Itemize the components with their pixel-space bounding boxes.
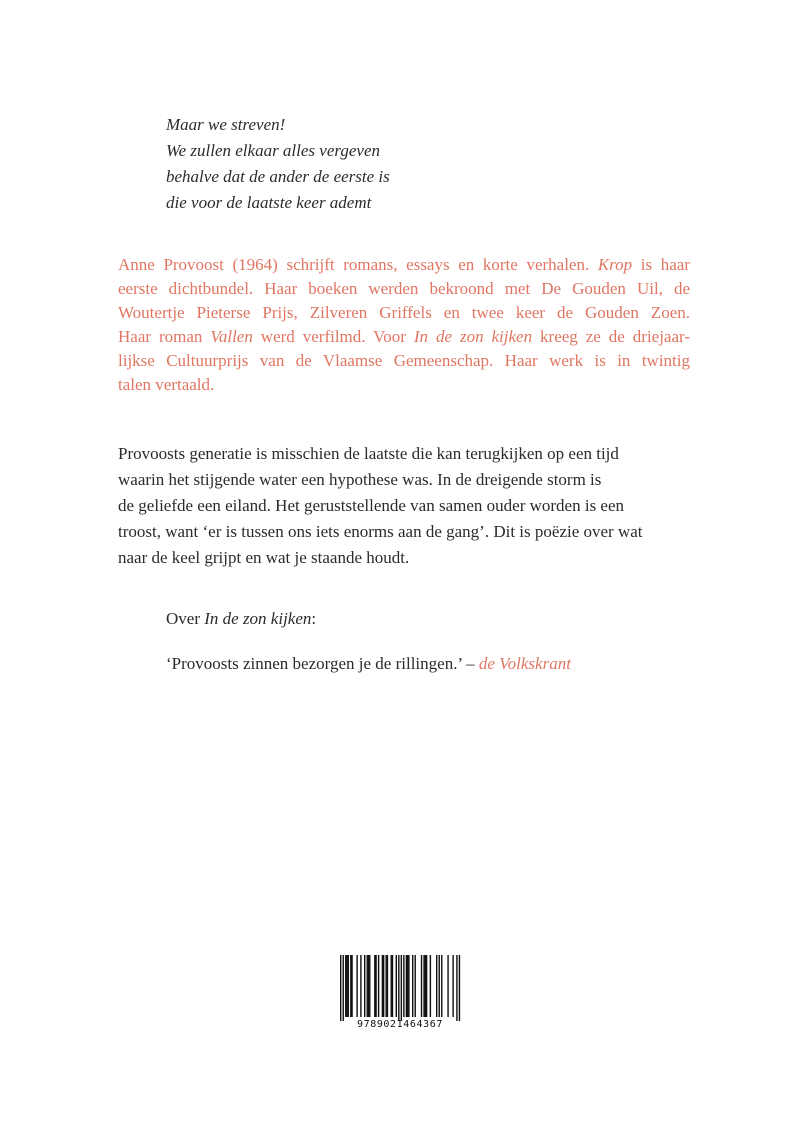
blurb-line: Provoosts generatie is misschien de laatste die kan terugkijken op een tijd	[118, 444, 619, 463]
barcode-bar	[364, 955, 365, 1017]
barcode-bar	[391, 955, 392, 1017]
poem-line: We zullen elkaar alles vergeven	[166, 141, 381, 160]
barcode-bar	[452, 955, 453, 1017]
author-bio	[118, 253, 690, 397]
quote-intro-text: Over	[166, 609, 205, 628]
press-quote-text: ‘Provoosts zinnen bezorgen je de rillingen.’ –	[166, 654, 479, 673]
barcode-bar	[385, 955, 386, 1017]
quote-intro-book-title: In de zon kijken	[204, 609, 312, 628]
barcode-bar	[383, 955, 384, 1017]
press-quote	[166, 651, 571, 677]
barcode-bar	[356, 955, 357, 1017]
barcode-bar	[351, 955, 352, 1017]
bio-text: Haar roman	[118, 327, 211, 346]
barcode-bar	[350, 955, 351, 1017]
barcode-bar	[398, 955, 399, 1021]
blurb-line: troost, want ‘er is tussen ons iets enorms aan de gang’. Dit is poëzie over wat	[118, 522, 643, 541]
bio-text: werd verfilmd. Voor	[252, 327, 414, 346]
book-blurb	[118, 441, 690, 571]
blurb-line: naar de keel grijpt en wat je staande houdt.	[118, 548, 410, 567]
blurb-line: waarin het stijgende water een hypothese was. In de dreigende storm is	[118, 470, 602, 489]
barcode-bar	[375, 955, 376, 1017]
isbn-digits: 9789021464367	[356, 1019, 444, 1030]
barcode-bar	[378, 955, 379, 1017]
barcode-bar	[343, 955, 344, 1021]
barcode-bar	[360, 955, 361, 1017]
barcode-bar	[423, 955, 424, 1017]
bio-line: eerste dichtbundel. Haar boeken werden bekroond met De Gouden Uil, de	[118, 279, 690, 298]
barcode-bar	[340, 955, 341, 1021]
barcode-bar	[456, 955, 457, 1021]
poem-excerpt	[166, 112, 686, 216]
barcode-bar	[345, 955, 346, 1017]
barcode-bar	[408, 955, 409, 1017]
barcode-bar	[421, 955, 422, 1017]
barcode-bar	[425, 955, 426, 1017]
barcode-bar	[415, 955, 416, 1017]
poem-line: Maar we streven!	[166, 115, 286, 134]
barcode-bar	[396, 955, 397, 1017]
bio-line: Woutertje Pieterse Prijs, Zilveren Griffels en twee keer de Gouden Zoen.	[118, 303, 690, 322]
barcode-bar	[387, 955, 388, 1017]
bio-line	[118, 325, 690, 349]
barcode-bar	[406, 955, 407, 1017]
bio-book-title: Krop	[597, 255, 633, 274]
barcode-bar	[403, 955, 404, 1017]
poem-line: behalve dat de ander de eerste is	[166, 167, 390, 186]
barcode-bar	[436, 955, 437, 1017]
barcode-bars	[338, 955, 462, 1021]
bio-text: kreeg ze de driejaar-	[532, 327, 691, 346]
barcode-bar	[407, 955, 408, 1017]
barcode-bar	[368, 955, 369, 1017]
barcode-bar	[412, 955, 413, 1017]
barcode-bar	[426, 955, 427, 1017]
bio-book-title: In de zon kijken	[413, 327, 533, 346]
barcode-bar	[459, 955, 460, 1021]
bio-text: is haar	[632, 255, 691, 274]
isbn-barcode	[338, 955, 462, 1035]
barcode-bar	[401, 955, 402, 1021]
press-quote-source: de Volkskrant	[478, 654, 571, 673]
bio-text: Anne Provoost (1964) schrijft romans, essays en korte verhalen.	[118, 255, 598, 274]
poem-line: die voor de laatste keer ademt	[166, 193, 372, 212]
barcode-bar	[367, 955, 368, 1017]
barcode-bar	[374, 955, 375, 1017]
bio-line	[118, 253, 690, 277]
barcode-bar	[441, 955, 442, 1017]
quote-intro-text: :	[311, 609, 317, 628]
barcode-bar	[346, 955, 347, 1017]
barcode-bar	[430, 955, 431, 1017]
bio-line: talen vertaald.	[118, 375, 215, 394]
barcode-bar	[392, 955, 393, 1017]
blurb-line: de geliefde een eiland. Het geruststellende van samen ouder worden is een	[118, 496, 625, 515]
barcode-bar	[382, 955, 383, 1017]
bio-book-title: Vallen	[210, 327, 253, 346]
barcode-bar	[348, 955, 349, 1017]
bio-line: lijkse Cultuurprijs van de Vlaamse Gemeenschap. Haar werk is in twintig	[118, 351, 690, 370]
barcode-bar	[447, 955, 448, 1017]
quote-intro	[166, 606, 316, 632]
barcode-bar	[439, 955, 440, 1017]
barcode-bar	[369, 955, 370, 1017]
